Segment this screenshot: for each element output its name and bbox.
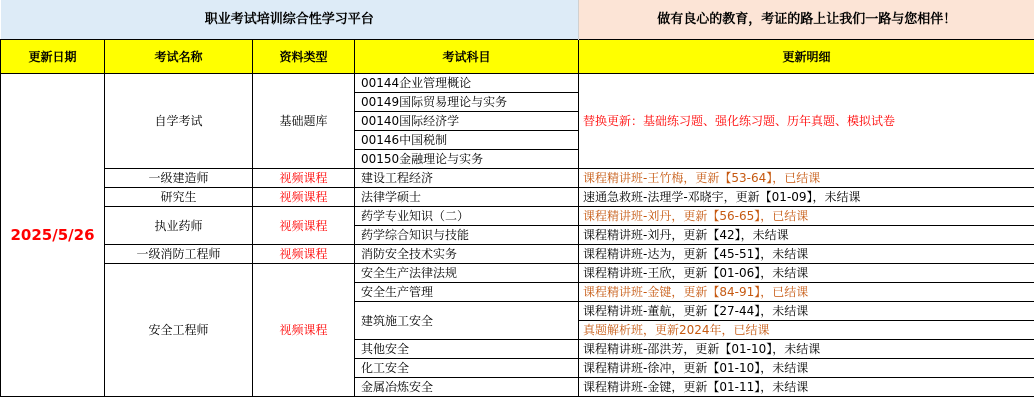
exam-name: 一级消防工程师: [105, 245, 253, 264]
table-row: [1, 188, 1034, 207]
subject-cell: 00146中国税制: [355, 131, 579, 150]
update-detail: 课程精讲班-达为，更新【45-51】，未结课: [579, 245, 1034, 264]
subject-cell: 建设工程经济: [355, 169, 579, 188]
banner-row: [1, 0, 1034, 40]
material-type: 视频课程: [253, 245, 355, 264]
table-row: [1, 169, 1034, 188]
subject-cell: 00144企业管理概论: [355, 74, 579, 93]
update-detail: 课程精讲班-徐冲，更新【01-10】，未结课: [579, 359, 1034, 378]
update-detail: 课程精讲班-董航，更新【27-44】，未结课: [579, 302, 1034, 321]
subject-cell: 法律学硕士: [355, 188, 579, 207]
subject-cell: 安全生产管理: [355, 283, 579, 302]
platform-title: 职业考试培训综合性学习平台: [1, 0, 579, 40]
table-row: [1, 264, 1034, 283]
exam-name: 自学考试: [105, 74, 253, 169]
table-row: [1, 245, 1034, 264]
material-type: 视频课程: [253, 169, 355, 188]
update-detail: 真题解析班，更新2024年，已结课: [579, 321, 1034, 340]
update-detail: 课程精讲班-刘丹，更新【56-65】，已结课: [579, 207, 1034, 226]
subject-cell: 00150金融理论与实务: [355, 150, 579, 169]
exam-name: 执业药师: [105, 207, 253, 245]
update-detail: 课程精讲班-王欣，更新【01-06】，未结课: [579, 264, 1034, 283]
subject-cell: 药学综合知识与技能: [355, 226, 579, 245]
header-update-detail: 更新明细: [579, 40, 1034, 74]
table-row: [1, 74, 1034, 93]
subject-cell: 00140国际经济学: [355, 112, 579, 131]
update-detail: 替换更新：基础练习题、强化练习题、历年真题、模拟试卷: [579, 74, 1034, 169]
subject-cell: 消防安全技术实务: [355, 245, 579, 264]
material-type: 视频课程: [253, 207, 355, 245]
update-detail: 课程精讲班-金键，更新【84-91】，已结课: [579, 283, 1034, 302]
material-type: 视频课程: [253, 188, 355, 207]
header-subject: 考试科目: [355, 40, 579, 74]
header-row: [1, 40, 1034, 74]
subject-cell: 药学专业知识（二）: [355, 207, 579, 226]
update-date: 2025/5/26: [1, 74, 105, 397]
header-material-type: 资料类型: [253, 40, 355, 74]
header-update-date: 更新日期: [1, 40, 105, 74]
material-type: 视频课程: [253, 264, 355, 397]
subject-cell: 其他安全: [355, 340, 579, 359]
subject-cell: 金属冶炼安全: [355, 378, 579, 397]
update-detail: 课程精讲班-王竹梅，更新【53-64】，已结课: [579, 169, 1034, 188]
exam-name: 研究生: [105, 188, 253, 207]
update-detail: 课程精讲班-刘丹，更新【42】，未结课: [579, 226, 1034, 245]
exam-name: 一级建造师: [105, 169, 253, 188]
table-row: [1, 207, 1034, 226]
subject-cell: 建筑施工安全: [355, 302, 579, 340]
material-type: 基础题库: [253, 74, 355, 169]
header-exam-name: 考试名称: [105, 40, 253, 74]
update-detail: 课程精讲班-邵洪芳，更新【01-10】，未结课: [579, 340, 1034, 359]
subject-cell: 00149国际贸易理论与实务: [355, 93, 579, 112]
subject-cell: 化工安全: [355, 359, 579, 378]
subject-cell: 安全生产法律法规: [355, 264, 579, 283]
update-detail: 课程精讲班-金键，更新【01-11】，未结课: [579, 378, 1034, 397]
exam-name: 安全工程师: [105, 264, 253, 397]
update-detail: 速通急救班-法理学-邓晓宇，更新【01-09】，未结课: [579, 188, 1034, 207]
slogan: 做有良心的教育，考证的路上让我们一路与您相伴！: [579, 0, 1034, 40]
